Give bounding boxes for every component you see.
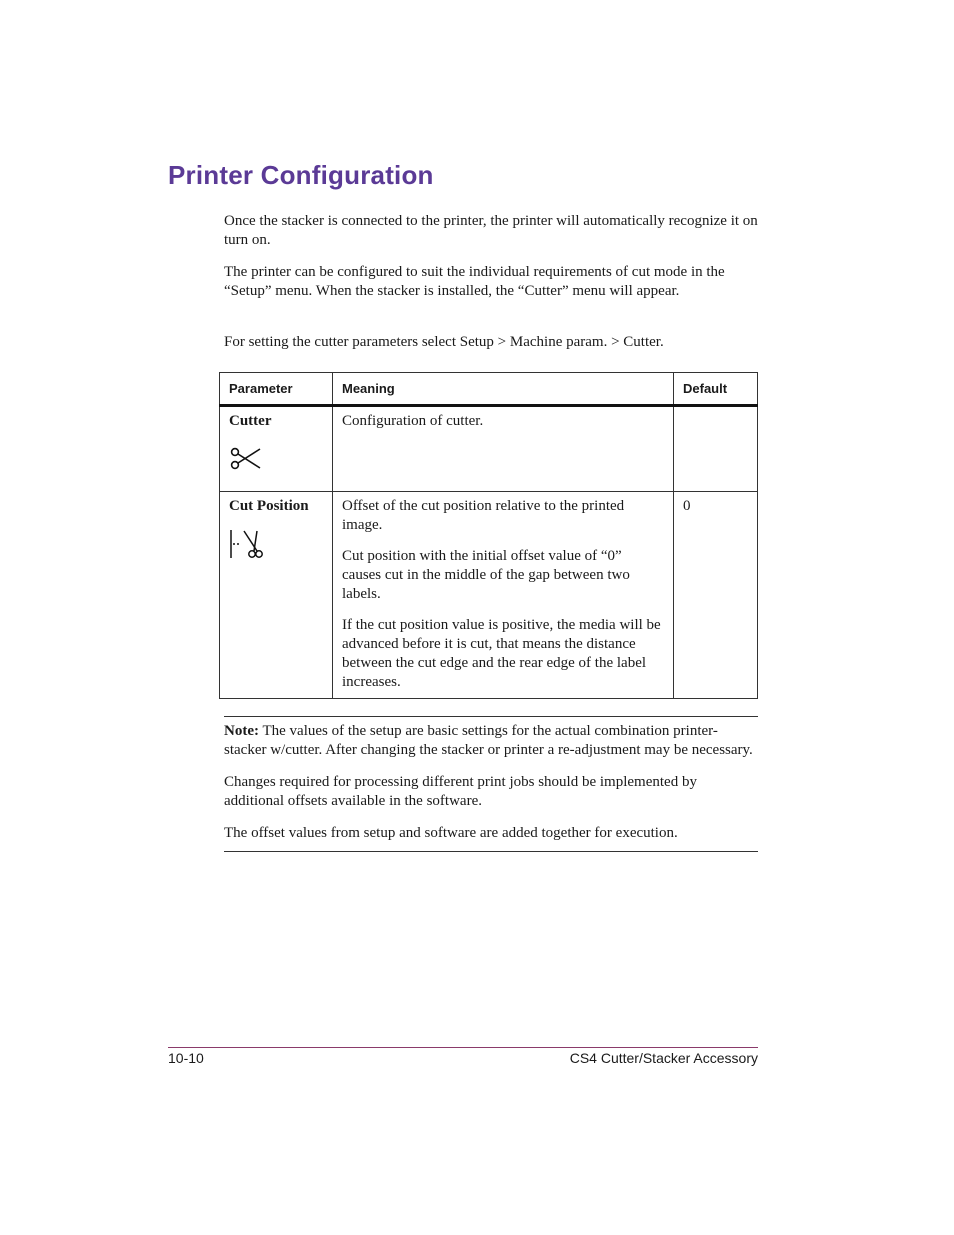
intro-paragraph-1: Once the stacker is connected to the printer, the printer will automatically recognize it on turn on. — [224, 213, 758, 248]
parameter-name: Cut Position — [229, 498, 309, 514]
default-cell: 0 — [674, 492, 758, 699]
cut-position-icon — [229, 529, 263, 559]
parameter-cell — [220, 492, 333, 699]
header-parameter: Parameter — [220, 373, 333, 406]
meaning-text: Configuration of cutter. — [342, 413, 484, 429]
intro-paragraph-2: The printer can be configured to suit the individual requirements of cut mode in the “Setup” menu. When the stacker is installed, the “Cutter” menu will appear. — [224, 264, 725, 299]
meaning-text: Offset of the cut position relative to the printed image. — [342, 498, 625, 533]
note-paragraph: Changes required for processing different print jobs should be implemented by additional offsets available in the software. — [224, 774, 697, 809]
table-row — [220, 492, 758, 699]
meaning-text: If the cut position value is positive, the media will be advanced before it is cut, that means the distance between the cut edge and the rear edge of the label increases. — [342, 617, 661, 690]
footer-page-number: 10-10 — [168, 1050, 204, 1066]
table-row — [220, 406, 758, 492]
meaning-cell — [333, 406, 674, 492]
page-title: Printer Configuration — [168, 160, 434, 190]
note-label: Note: — [224, 723, 259, 739]
note-paragraph: The offset values from setup and software are added together for execution. — [224, 825, 678, 841]
scissors-icon — [229, 444, 263, 474]
default-cell — [674, 406, 758, 492]
meaning-cell — [333, 492, 674, 699]
header-default: Default — [674, 373, 758, 406]
meaning-text: Cut position with the initial offset value of “0” causes cut in the middle of the gap between two labels. — [342, 548, 630, 602]
note-text: The values of the setup are basic settings for the actual combination printer-stacker w/cutter. After changing the stacker or printer a re-adjustment may be necessary. — [224, 723, 753, 758]
note-box — [224, 716, 758, 852]
footer-divider — [168, 1047, 758, 1048]
header-meaning: Meaning — [333, 373, 674, 406]
table-header-row — [220, 373, 758, 406]
parameter-table — [219, 372, 758, 699]
parameter-name: Cutter — [229, 413, 272, 429]
intro-paragraph-3: For setting the cutter parameters select Setup > Machine param. > Cutter. — [224, 334, 664, 350]
parameter-cell — [220, 406, 333, 492]
footer-doc-title: CS4 Cutter/Stacker Accessory — [569, 1050, 758, 1066]
note-paragraph — [224, 722, 758, 760]
